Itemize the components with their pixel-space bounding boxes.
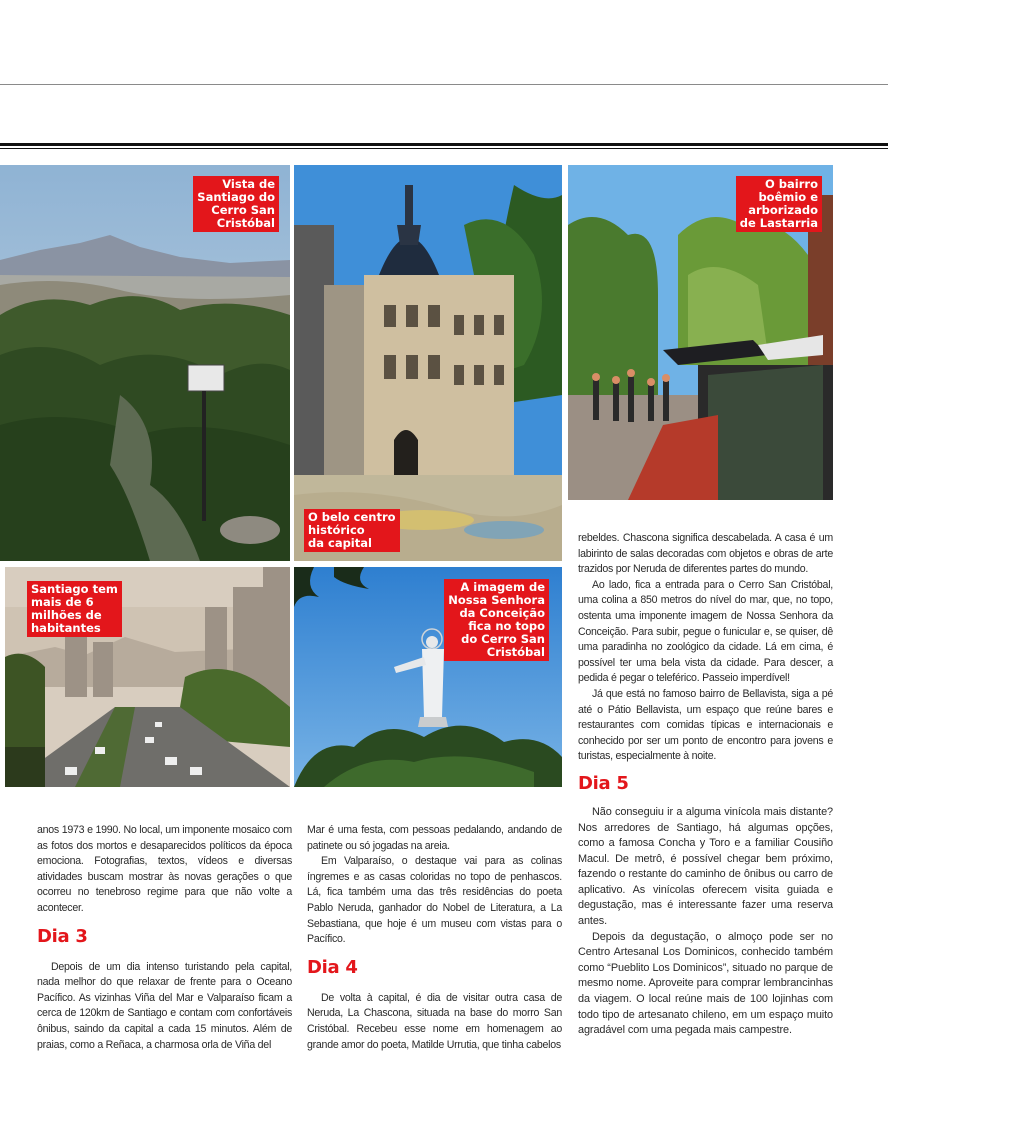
paragraph: rebeldes. Chascona significa descabelada. A casa é um labirinto de salas decoradas com objetos e obras de arte trazidos por Neruda de diferentes partes do mundo. bbox=[578, 532, 833, 576]
caption-virgin-statue: A imagem de Nossa Senhora da Conceição fica no topo do Cerro San Cristóbal bbox=[444, 579, 549, 661]
caption-lastarria: O bairro boêmio e arborizado de Lastarria bbox=[736, 176, 822, 232]
article-column-left bbox=[37, 823, 292, 1053]
photo-historic-center bbox=[294, 165, 562, 561]
photo-lastarria bbox=[568, 165, 833, 500]
paragraph: Depois de um dia intenso turistando pela capital, nada melhor do que relaxar de frente para o Oceano Pacífico. As vizinhas Viña del Mar e Valparaíso ficam a cerca de 120km de Santiago e contam com confortáveis ônibus, saindo da capital a cada 15 minutos. Além de praias, como a Reñaca, a charmosa orla de Viña del bbox=[37, 960, 292, 1051]
paragraph: Não conseguiu ir a alguma vinícola mais distante? Nos arredores de Santiago, há algumas opções, como a famosa Concha y Toro e a familiar Cousiño Macul. De metrô, é possível chegar bem próximo, fazendo o restante do caminho de ônibus ou carro de aplicativo. As vinícolas oferecem visita guiada e degustação, mas é interessante fazer uma reserva antes. bbox=[578, 805, 833, 928]
paragraph: anos 1973 e 1990. No local, um imponente mosaico com as fotos dos mortos e desaparecidos políticos da época emociona. Fotografias, textos, vídeos e diversas atividades buscam mostrar às novas gerações o que ocorreu no tenebroso regime para que não volte a acontecer. bbox=[37, 824, 292, 914]
section-heading-dia-3: Dia 3 bbox=[37, 925, 88, 947]
paragraph: Ao lado, fica a entrada para o Cerro San Cristóbal, uma colina a 850 metros do nível do mar, que, no topo, ostenta uma imponente imagem de Nossa Senhora da Conceição. Para subir, pegue o funicular e, se quiser, dê uma paradinha no zoológico da cidade. Lá em cima, é possível ter uma bela vista da cidade. Para descer, a pedida é pegar o teleférico. Passeio imperdível! bbox=[578, 578, 833, 685]
header-rule-thin bbox=[0, 148, 888, 149]
caption-historic-center: O belo centro histórico da capital bbox=[304, 509, 400, 552]
top-rule bbox=[0, 84, 888, 85]
paragraph: Já que está no famoso bairro de Bellavista, siga a pé até o Pátio Bellavista, um espaço que reúne bares e restaurantes com comidas típicas e internacionais e conhecido por ser um ponto de encontro para jovens e turistas, especialmente à noite. bbox=[578, 687, 833, 763]
section-heading-dia-5: Dia 5 bbox=[578, 772, 629, 794]
paragraph: Em Valparaíso, o destaque vai para as colinas íngremes e as casas coloridas no topo de penhascos. Lá, fica também uma das três residências do poeta Pablo Neruda, ganhador do Nobel de Literatura, a La Sebastiana, que hoje é um museu com vistas para o Pacífico. bbox=[307, 855, 562, 946]
article-column-right bbox=[578, 531, 833, 1039]
photo-virgin-statue bbox=[294, 567, 562, 787]
photo-santiago-view bbox=[0, 165, 290, 561]
caption-santiago-city: Santiago tem mais de 6 milhões de habitantes bbox=[27, 581, 122, 637]
article-column-middle bbox=[307, 823, 562, 1053]
paragraph: Mar é uma festa, com pessoas pedalando, andando de patinete ou só jogadas na areia. bbox=[307, 824, 562, 852]
header-rule-thick bbox=[0, 143, 888, 146]
section-heading-dia-4: Dia 4 bbox=[307, 956, 358, 978]
paragraph: De volta à capital, é dia de visitar outra casa de Neruda, La Chascona, situada na base do morro San Cristóbal. Recebeu esse nome em homenagem ao grande amor do poeta, Matilde Urrutia, que tinha cabelos bbox=[307, 991, 562, 1051]
paragraph: Depois da degustação, o almoço pode ser no Centro Artesanal Los Dominicos, conhecido também como “Pueblito Los Dominicos”, situado no parque de mesmo nome. Aproveite para comprar lembrancinhas da viagem. O local reúne mais de 100 lojinhas com todo tipo de artesanato chileno, em um espaço muito agradável com uma pegada mais campestre. bbox=[578, 930, 833, 1037]
photo-santiago-city bbox=[5, 567, 290, 787]
caption-santiago-view: Vista de Santiago do Cerro San Cristóbal bbox=[193, 176, 279, 232]
